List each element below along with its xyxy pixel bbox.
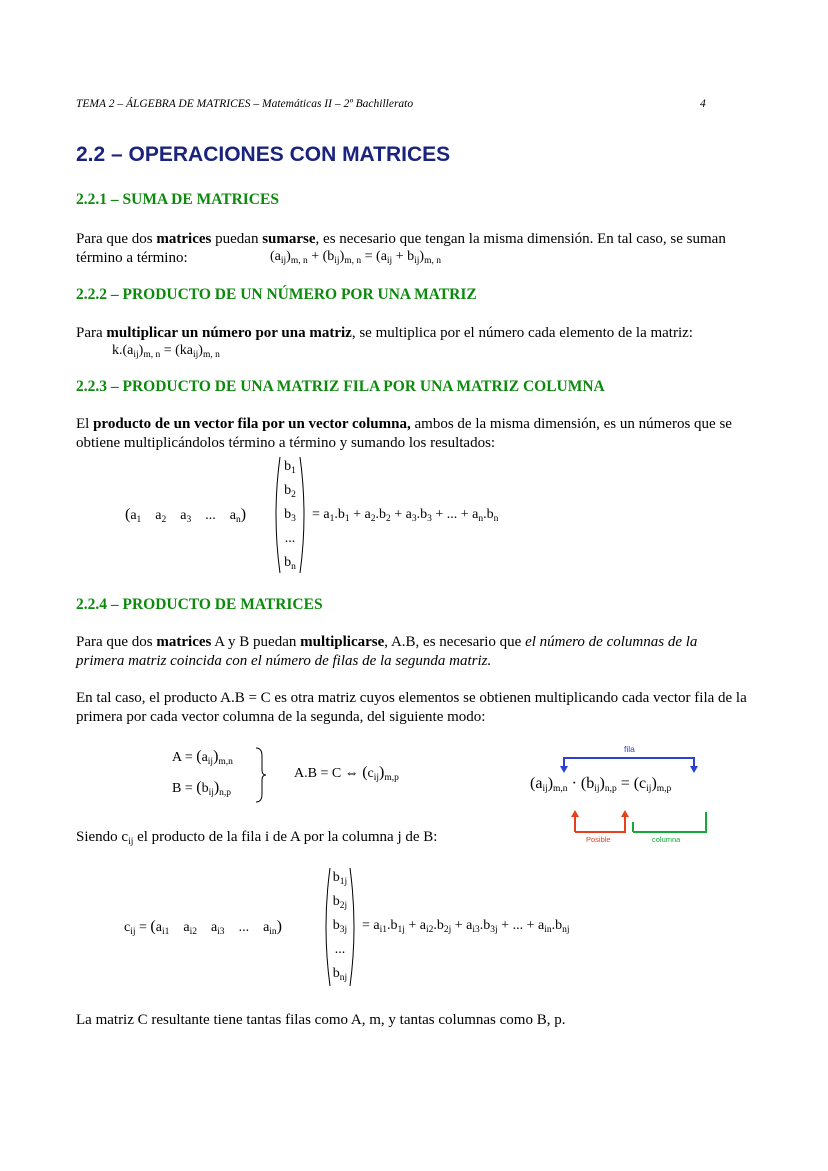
paragraph-fila-columna: El producto de un vector fila por un vector columna, ambos de la misma dimensión, es un números que se obtiene multiplicándolos término a término y sumando los resultados: xyxy=(76,416,732,451)
subsection-title-producto-matrices: 2.2.4 – PRODUCTO DE MATRICES xyxy=(76,596,323,613)
diagram-label-columna: columna xyxy=(652,835,681,844)
subsection-title-fila-columna: 2.2.3 – PRODUCTO DE UNA MATRIZ FILA POR UNA MATRIZ COLUMNA xyxy=(76,378,605,395)
paragraph-producto-numero: Para multiplicar un número por una matriz, se multiplica por el número cada elemento de la matriz: xyxy=(76,325,693,341)
formula-producto-numero: $k.(a_{ij})_{m, n} = (ka_{ij})_{m, n}$ xyxy=(112,343,220,360)
subsection-title-producto-numero: 2.2.2 – PRODUCTO DE UN NÚMERO POR UNA MATRIZ xyxy=(76,286,477,303)
diagram-label-posible: Posible xyxy=(586,835,611,844)
paragraph-siendo: Siendo $c_{ij}$ el producto de la fila i de A por la columna j de B: xyxy=(76,829,438,847)
diagram-dimensiones: fila Posible columna $(a_{ij})_{m,n} \cdot (b_{ij})_{n,p} = (c_{ij})_{m,p}$ xyxy=(528,742,728,844)
section-title: 2.2 – OPERACIONES CON MATRICES xyxy=(76,143,451,166)
page-header: TEMA 2 – ÁLGEBRA DE MATRICES – Matemáticas II – 2º Bachillerato xyxy=(76,98,414,110)
paragraph-suma: Para que dos matrices puedan sumarse, es necesario que tengan la misma dimensión. En tal caso, se suman término a término: xyxy=(76,231,726,266)
page-number: 4 xyxy=(700,98,706,110)
diagram-label-fila: fila xyxy=(624,744,635,754)
paragraph-condicion: Para que dos matrices A y B puedan multiplicarse, A.B, es necesario que el número de columnas de la primera matriz coincida con el número de filas de la segunda matriz. xyxy=(76,634,698,669)
formula-cij: $c_{ij} = (a_{i1}$ $a_{i2}$ $a_{i3}$ ... $a_{in}$) $b_{1j}$ $b_{2j}$ $b_{3j}$ ... $b_{nj}$ = $a_{i1}.b_{1j} + a_{i2}.b_{2j} + a_{i3}.b_{3j}$ + ... + $a_{in}.b_{nj}$ xyxy=(124,866,684,988)
formula-suma: $(a_{ij})_{m, n} + (b_{ij})_{m, n} = (a_{ij} + b_{ij})_{m, n}$ xyxy=(270,249,441,266)
formula-fila-por-columna: ($a_1$ $a_2$ $a_3$ ... $a_n$) $b_1$ $b_2$ $b_3$ ... $b_n$ = $a_1.b_1 + a_2.b_2 + a_3.b_3$ + ... + $a_n.b_n$ xyxy=(125,459,499,572)
formula-definiciones: $A = (a_{ij})_{m,n}$ $B = (b_{ij})_{n,p}$ A.B = C ⇔ $(c_{ij})_{m,p}$ xyxy=(172,742,432,808)
paragraph-producto: En tal caso, el producto A.B = C es otra matriz cuyos elementos se obtienen multiplicando cada vector fila de la primera por cada vector columna de la segunda, del siguiente modo: xyxy=(76,690,747,725)
paragraph-final: La matriz C resultante tiene tantas filas como A, m, y tantas columnas como B, p. xyxy=(76,1012,566,1028)
subsection-title-suma: 2.2.1 – SUMA DE MATRICES xyxy=(76,191,279,208)
